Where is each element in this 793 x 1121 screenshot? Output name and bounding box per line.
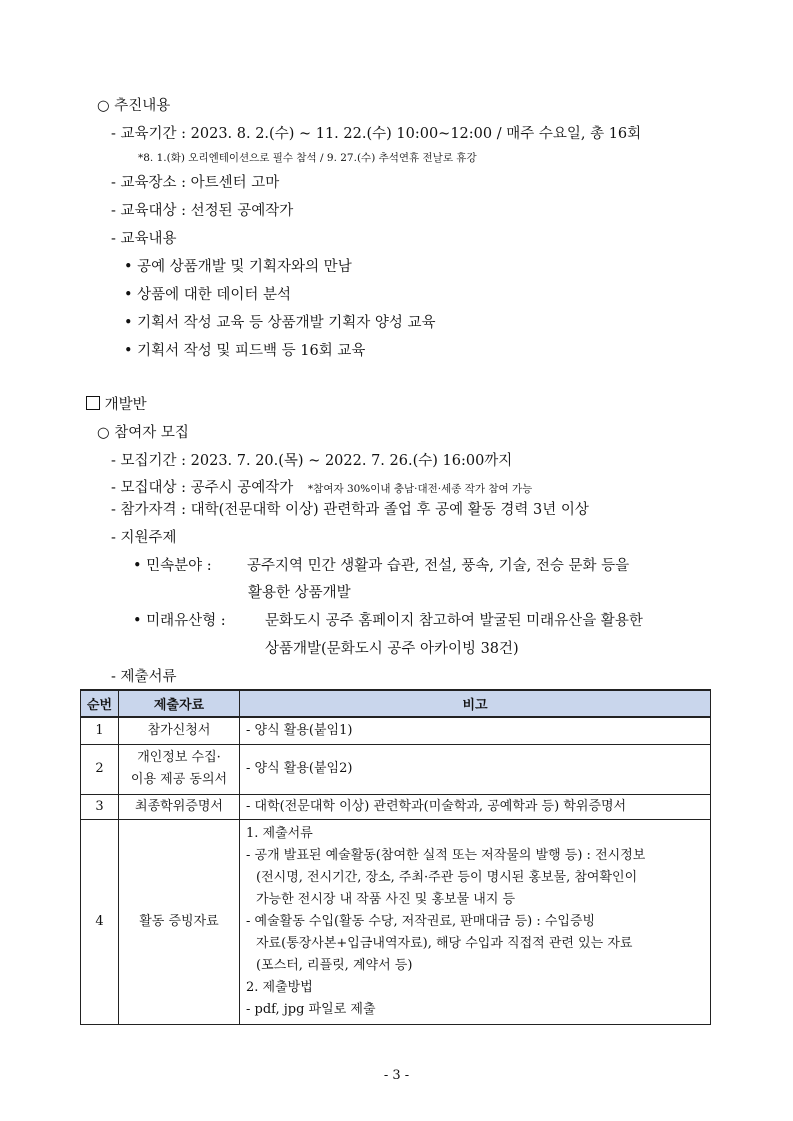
education-place: - 교육장소 : 아트센터 고마 — [111, 175, 280, 191]
header-doc: 제출자료 — [119, 690, 240, 717]
row-remark-line: 가능한 전시장 내 작품 사진 및 홍보물 내지 등 — [256, 891, 516, 907]
docs-heading: - 제출서류 — [111, 669, 177, 685]
theme-heading: - 지원주제 — [111, 530, 177, 546]
page-number: - 3 - — [383, 1068, 410, 1083]
theme1-label: • 민속분야 : — [133, 558, 212, 574]
education-content-item: • 상품에 대한 데이터 분석 — [124, 287, 292, 303]
education-content-item: • 기획서 작성 및 피드백 등 16회 교육 — [124, 343, 366, 359]
qualification: - 참가자격 : 대학(전문대학 이상) 관련학과 졸업 후 공예 활동 경력 3년 이상 — [111, 502, 589, 518]
theme2-label: • 미래유산형 : — [133, 613, 226, 629]
promotion-heading: ○ 추진내용 — [97, 98, 171, 114]
row-no: 4 — [81, 819, 119, 1024]
row-remark — [240, 717, 711, 744]
education-content-item: • 공예 상품개발 및 기획자와의 만남 — [124, 259, 352, 275]
table-row — [81, 819, 711, 1024]
row-remark-line: 2. 제출방법 — [246, 979, 313, 995]
education-period-note: *8. 1.(화) 오리엔테이션으로 필수 참석 / 9. 27.(수) 추석연휴 전날로 휴강 — [138, 152, 477, 164]
table-row — [81, 794, 711, 819]
row-doc-line: 이용 제공 동의서 — [130, 772, 228, 787]
table-row — [81, 744, 711, 794]
theme1-text: 공주지역 민간 생활과 습관, 전설, 풍속, 기술, 전승 문화 등을 — [247, 558, 630, 574]
recruit-target-text: - 모집대상 : 공주시 공예작가 — [111, 480, 294, 496]
row-doc-line: 개인정보 수집· — [137, 750, 221, 765]
row-remark-line: (포스터, 리플릿, 계약서 등) — [256, 957, 413, 973]
row-doc — [119, 717, 240, 744]
row-remark — [240, 819, 711, 1024]
row-no: 3 — [81, 794, 119, 819]
row-doc — [119, 794, 240, 819]
row-no: 2 — [81, 744, 119, 794]
theme2-text: 문화도시 공주 홈페이지 참고하여 발굴된 미래유산을 활용한 — [265, 613, 643, 629]
row-doc-line: 최종학위증명서 — [135, 798, 223, 814]
theme1-text-cont: 활용한 상품개발 — [248, 585, 351, 601]
row-doc — [119, 744, 240, 794]
row-doc-line: 참가신청서 — [147, 722, 211, 738]
row-remark-line: - pdf, jpg 파일로 제출 — [246, 1001, 376, 1017]
row-remark — [240, 744, 711, 794]
recruit-target-note: *참여자 30%이내 충남·대전·세종 작가 참여 가능 — [307, 483, 533, 495]
education-target: - 교육대상 : 선정된 공예작가 — [111, 203, 294, 219]
recruit-heading: ○ 참여자 모집 — [97, 425, 189, 441]
header-no: 순번 — [81, 690, 119, 717]
row-doc — [119, 819, 240, 1024]
row-remark — [240, 794, 711, 819]
row-remark-line: 1. 제출서류 — [246, 825, 313, 841]
row-remark-line: 자료(통장사본+입금내역자료), 해당 수입과 직접적 관련 있는 자료 — [256, 935, 633, 951]
education-content-item: • 기획서 작성 교육 등 상품개발 기획자 양성 교육 — [124, 315, 436, 331]
dev-title — [86, 393, 147, 414]
row-remark-line: - 양식 활용(붙임1) — [246, 722, 353, 738]
recruit-period: - 모집기간 : 2023. 7. 20.(목) ~ 2022. 7. 26.(수) 16:00까지 — [111, 453, 513, 469]
row-remark-line: - 양식 활용(붙임2) — [246, 761, 353, 776]
row-no: 1 — [81, 717, 119, 744]
theme2-text-cont: 상품개발(문화도시 공주 아카이빙 38건) — [265, 641, 519, 657]
dev-title-text: 개발반 — [104, 397, 147, 413]
row-remark-line: - 대학(전문대학 이상) 관련학과(미술학과, 공예학과 등) 학위증명서 — [246, 798, 627, 814]
table-header-row — [81, 690, 711, 717]
table-row — [81, 717, 711, 744]
submission-docs-table — [80, 689, 711, 1025]
recruit-target — [111, 476, 532, 497]
row-doc-line: 활동 증빙자료 — [139, 913, 219, 929]
row-remark-line: - 예술활동 수입(활동 수당, 저작권료, 판매대금 등) : 수입증빙 — [246, 913, 596, 929]
header-remark: 비고 — [240, 690, 711, 717]
education-content-heading: - 교육내용 — [111, 231, 177, 247]
row-remark-line: (전시명, 전시기간, 장소, 주최·주관 등이 명시된 홍보물, 참여확인이 — [256, 869, 638, 885]
education-period: - 교육기간 : 2023. 8. 2.(수) ~ 11. 22.(수) 10:00~12:00 / 매주 수요일, 총 16회 — [111, 126, 642, 142]
row-remark-line: - 공개 발표된 예술활동(참여한 실적 또는 저작물의 발행 등) : 전시정보 — [246, 847, 646, 863]
checkbox-square-icon — [86, 396, 100, 410]
